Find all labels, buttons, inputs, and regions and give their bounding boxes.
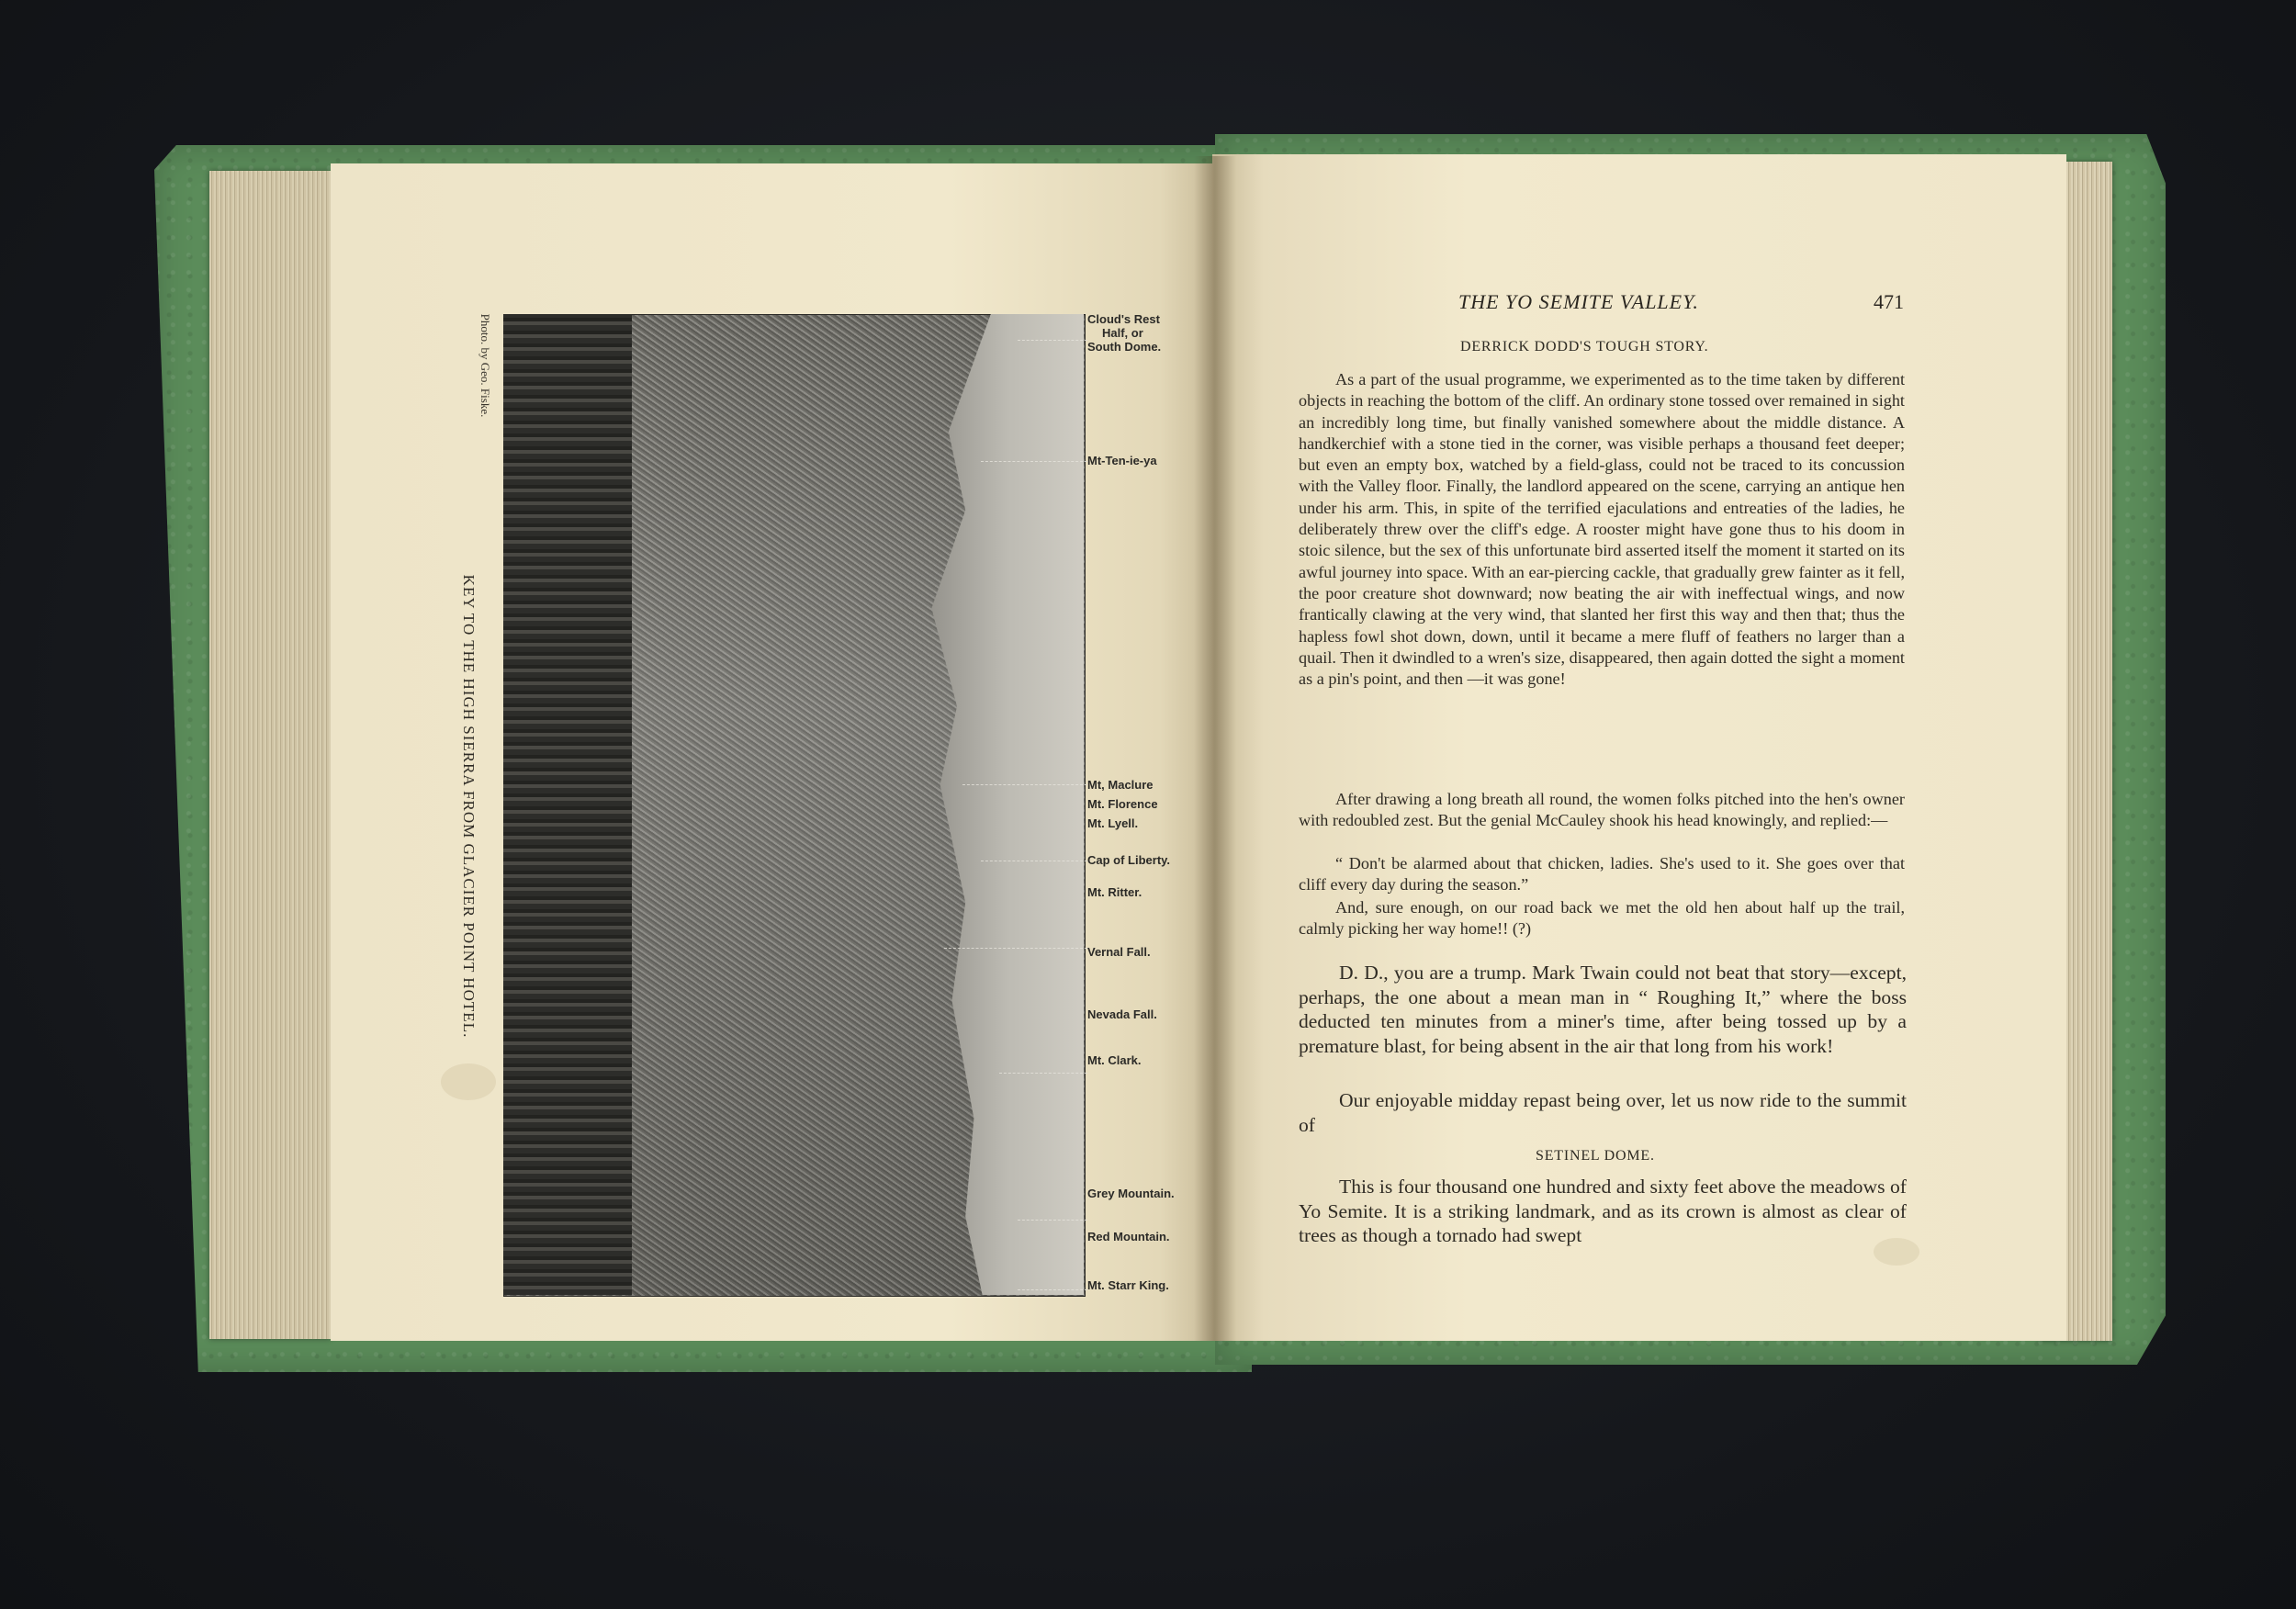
body-paragraph-large: D. D., you are a trump. Mark Twain could not beat that story—except, perhaps, the one about a mean man in “ Roughing It,” where the boss deducted ten minutes from a miner's time, after being tossed up by a premature blast, for being absent in the air that long from his work! bbox=[1299, 962, 1907, 1057]
body-paragraph-large: Our enjoyable midday repast being over, let us now ride to the summit of bbox=[1299, 1089, 1907, 1136]
key-label-mt-tenieya: Mt-Ten-ie-ya bbox=[1087, 454, 1157, 467]
key-label-vernal-fall: Vernal Fall. bbox=[1087, 945, 1151, 959]
key-label-clouds-rest: Cloud's Rest bbox=[1087, 312, 1160, 326]
section-heading: DERRICK DODD'S TOUGH STORY. bbox=[1460, 339, 1709, 354]
plate-forest bbox=[503, 314, 632, 1295]
plate-caption: KEY TO THE HIGH SIERRA FROM GLACIER POINT HOTEL. bbox=[460, 574, 478, 1039]
page-edges-left bbox=[209, 171, 331, 1339]
key-leader-line bbox=[1018, 340, 1087, 341]
key-label-south-dome: South Dome. bbox=[1087, 340, 1162, 354]
body-paragraph: As a part of the usual programme, we experimented as to the time taken by different objects in reaching the bottom of the cliff. An ordinary stone tossed over remained in sight an incredibly long time, but finally vanished somewhere about the middle distance. A handkerchief with a stone tied in the corner, was visible perhaps a thousand feet deeper; but even an empty box, watched by a field-glass, could not be traced to its concussion with the Valley floor. Finally, the landlord appeared on the scene, carrying an antique hen under his arm. This, in spite of the terrified ejaculations and entreaties of the ladies, he deliberately threw over the cliff's edge. A rooster might have gone thus to his doom in stoic silence, but the sex of this unfortunate bird asserted itself the moment it started on its awful journey into space. With an ear-piercing cackle, that gradually grew fainter as it fell, the poor creature shot downward; now beating the air with ineffectual wings, and now frantically clawing at the very wind, that slanted her first this way and then that; thus the hapless fowl shot down, down, until it became a mere fluff of feathers no larger than a quail. Then it dwindled to a wren's size, disappeared, then again dotted the sight a moment as a pin's point, and then —it was gone! bbox=[1299, 370, 1905, 689]
key-label-half: Half, or bbox=[1102, 326, 1143, 340]
key-label-mt-ritter: Mt. Ritter. bbox=[1087, 885, 1142, 899]
page-number: 471 bbox=[1874, 290, 1904, 313]
body-paragraph: “ Don't be alarmed about that chicken, ladies. She's used to it. She goes over that cliff every day during the season.” bbox=[1299, 854, 1905, 895]
key-label-mt-starr-king: Mt. Starr King. bbox=[1087, 1278, 1169, 1292]
running-head: THE YO SEMITE VALLEY. bbox=[1458, 290, 1699, 313]
plate-illustration bbox=[503, 312, 1175, 1299]
photo-credit: Photo. by Geo. Fiske. bbox=[478, 313, 492, 418]
book-gutter bbox=[1194, 156, 1236, 1341]
body-paragraph-large: This is four thousand one hundred and sixty feet above the meadows of Yo Semite. It is a striking landmark, and as its crown is almost as clear of trees as though a tornado had swept bbox=[1299, 1176, 1907, 1246]
section-heading: SETINEL DOME. bbox=[1536, 1148, 1655, 1164]
key-label-grey-mountain: Grey Mountain. bbox=[1087, 1187, 1175, 1200]
key-label-mt-clark: Mt. Clark. bbox=[1087, 1053, 1142, 1067]
key-label-mt-florence: Mt. Florence bbox=[1087, 797, 1158, 811]
key-label-cap-of-liberty: Cap of Liberty. bbox=[1087, 853, 1171, 867]
key-leader-line bbox=[981, 461, 1087, 462]
key-label-mt-maclure: Mt, Maclure bbox=[1087, 778, 1154, 792]
key-leader-line bbox=[1018, 1220, 1087, 1221]
key-leader-line bbox=[1018, 1289, 1087, 1290]
key-label-mt-lyell: Mt. Lyell. bbox=[1087, 816, 1139, 830]
age-spot bbox=[441, 1063, 496, 1100]
key-label-red-mountain: Red Mountain. bbox=[1087, 1230, 1170, 1243]
key-leader-line bbox=[962, 784, 1087, 785]
key-label-nevada-fall: Nevada Fall. bbox=[1087, 1007, 1157, 1021]
body-paragraph: And, sure enough, on our road back we met the old hen about half up the trail, calmly picking her way home!! (?) bbox=[1299, 898, 1905, 939]
body-paragraph: After drawing a long breath all round, the women folks pitched into the hen's owner with redoubled zest. But the genial McCauley shook his head knowingly, and replied:— bbox=[1299, 790, 1905, 830]
key-leader-line bbox=[999, 1073, 1087, 1074]
key-leader-line bbox=[944, 948, 1087, 949]
